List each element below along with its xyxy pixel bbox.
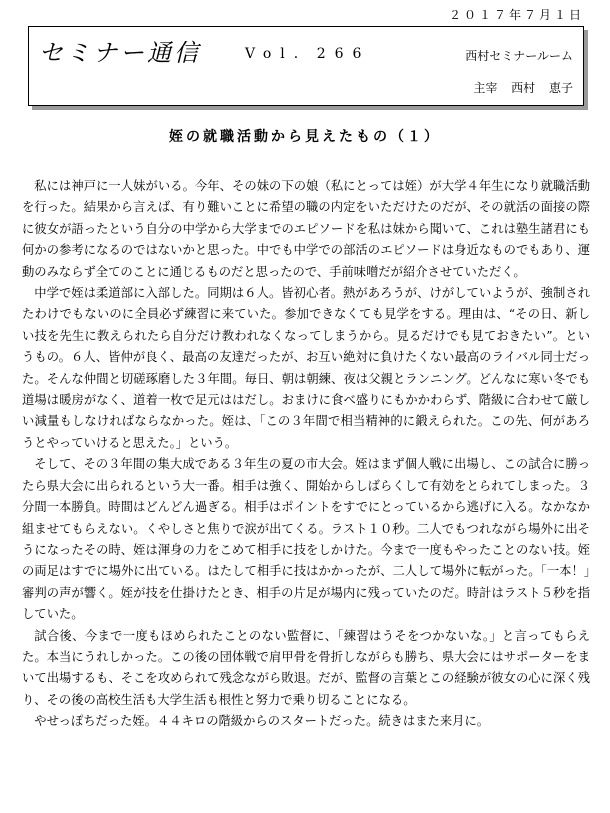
author-line: 主宰 西村 恵子: [473, 81, 573, 95]
organization-name: 西村セミナールーム: [465, 49, 573, 63]
newsletter-title: セミナー通信: [39, 39, 201, 67]
paragraph: そして、その３年間の集大成である３年生の夏の市大会。姪はまず個人戦に出場し、この試合に勝ったら県大会に出られるという大一番。相手は強く、開始からしばらくして有効をとられてしまった。３分間一本勝負。時間はどんどん過ぎる。相手はポイントをすでにとっているから逃げに入る。なかなか組ませてもらえない。くやしさと焦りで涙が出てくる。ラスト１０秒。二人でもつれながら場外に出そうになったその時、姪は渾身の力をこめて相手に技をしかけた。今まで一度もやったことのない技。姪の両足はすでに場外に出ている。はたして相手に技はかかったが、二人して場外に転がった。「一本！」審判の声が響く。姪が技を仕掛けたとき、相手の片足が場内に残っていたのだ。時計はラスト５秒を指していた。: [22, 457, 590, 622]
issue-date: ２０１７年７月１日: [448, 8, 584, 22]
volume-number: Vol．266: [245, 46, 371, 62]
paragraph: 中学で姪は柔道部に入部した。同期は６人。皆初心者。熱があろうが、けがしていようが、強制されたわけでもないのに全員必ず練習に来ていた。参加できなくても見学をする。理由は、“その日、新しい技を先生に教えられたら自分だけ教われなくなってしまうから。見るだけでも見ておきたい”。というもの。６人、皆仲が良く、最高の友達だったが、お互い絶対に負けたくない最高のライバル同士だった。そんな仲間と切磋琢磨した３年間。毎日、朝は朝練、夜は父親とランニング。どんなに寒い冬でも道場は暖房がなく、道着一枚で足元ははだし。おまけに食べ盛りにもかかわらず、階級に合わせて厳しい減量もしなければならなかった。姪は、「この３年間で相当精神的に鍛えられた。この先、何があろうとやっていけると思えた。」という。: [22, 286, 590, 450]
paragraph: 試合後、今まで一度もほめられたことのない監督に、「練習はうそをつかないな。」と言ってもらえた。本当にうれしかった。この後の団体戦で肩甲骨を骨折しながらも勝ち、県大会にはサポーターをまいて出場するも、そこを攻められて残念ながら敗退。だが、監督の言葉とこの経験が彼女の心に深く残り、その後の高校生活も大学生活も根性と努力で乗り切ることになる。: [22, 628, 590, 707]
paragraph: 私には神戸に一人妹がいる。今年、その妹の下の娘（私にとっては姪）が大学４年生になり就職活動を行った。結果から言えば、有り難いことに希望の職の内定をいただけたのだが、その就活の面接の際に彼女が語ったという自分の中学から大学までのエピソードを私は妹から聞いて、これは塾生諸君にも何かの参考になるのではないかと思った。中でも中学での部活のエピソードは身近なものでもあり、運動のみならず全てのことに通じるものだと思ったので、手前味噌だが紹介させていただく。: [22, 179, 590, 279]
article-title: 姪の就職活動から見えたもの（１）: [169, 129, 441, 145]
newsletter-header: [28, 26, 584, 106]
paragraph: やせっぽちだった姪。４４キロの階級からのスタートだった。続きはまた来月に。: [34, 714, 490, 729]
article-body: [22, 176, 590, 733]
